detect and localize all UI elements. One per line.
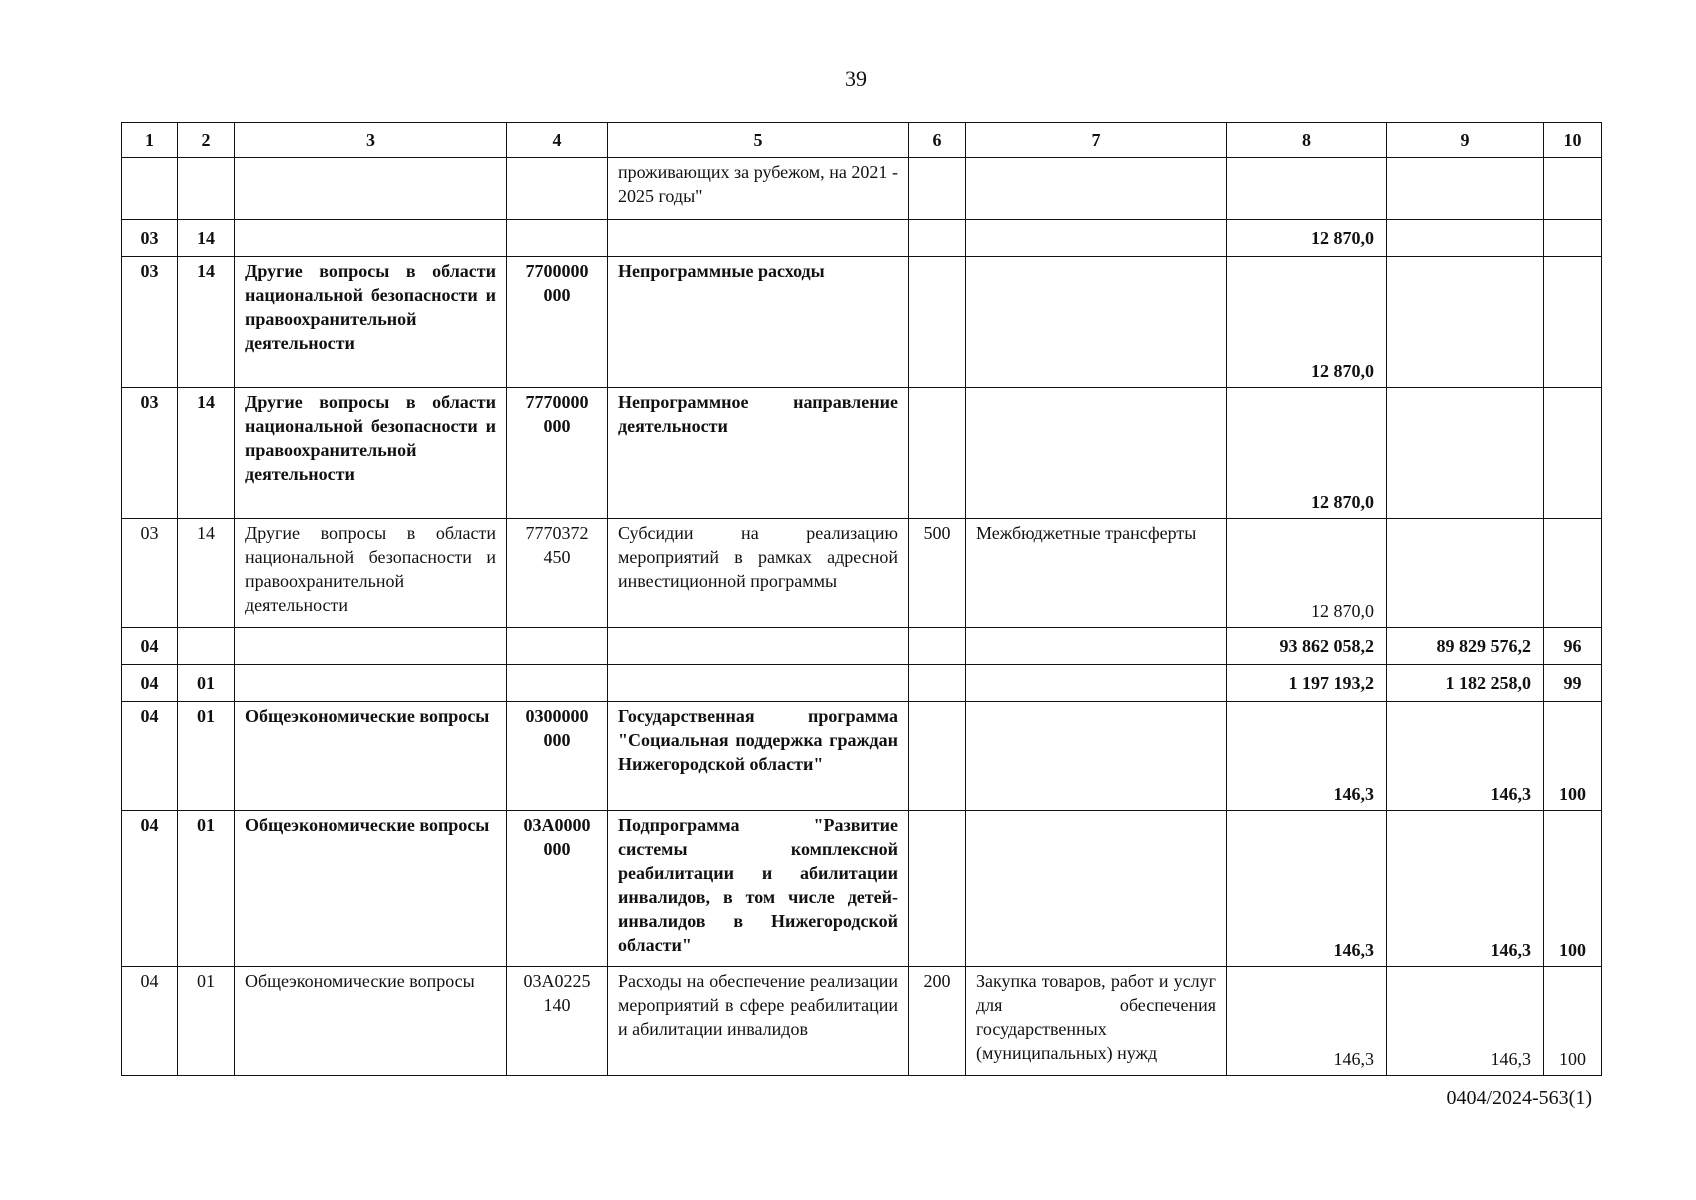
target-article-code-cell <box>507 220 608 257</box>
column-header-1: 1 <box>122 123 178 158</box>
section-name-cell <box>235 220 507 257</box>
section-code-cell: 04 <box>122 967 178 1076</box>
subsection-code-cell: 01 <box>178 665 235 702</box>
subsection-code-cell: 01 <box>178 967 235 1076</box>
table-row <box>122 665 1602 702</box>
column-header-7: 7 <box>966 123 1227 158</box>
executed-amount-cell: 146,3 <box>1387 967 1544 1076</box>
approved-amount-cell: 146,3 <box>1227 811 1387 967</box>
target-article-name-cell <box>608 628 909 665</box>
target-article-name-cell <box>608 220 909 257</box>
executed-amount-cell: 1 182 258,0 <box>1387 665 1544 702</box>
expense-type-code-cell <box>909 811 966 967</box>
executed-amount-cell: 89 829 576,2 <box>1387 628 1544 665</box>
section-name-cell <box>235 628 507 665</box>
approved-amount-cell: 12 870,0 <box>1227 519 1387 628</box>
table-row <box>122 220 1602 257</box>
executed-amount-cell: 146,3 <box>1387 811 1544 967</box>
expense-type-code-cell <box>909 628 966 665</box>
column-header-8: 8 <box>1227 123 1387 158</box>
expense-type-name-cell <box>966 257 1227 388</box>
execution-percent-cell: 100 <box>1544 811 1602 967</box>
execution-percent-cell: 96 <box>1544 628 1602 665</box>
target-article-code-cell <box>507 158 608 220</box>
execution-percent-cell: 100 <box>1544 967 1602 1076</box>
target-article-code-cell: 7700000 000 <box>507 257 608 388</box>
expense-type-name-cell <box>966 220 1227 257</box>
section-code-cell: 04 <box>122 811 178 967</box>
execution-percent-cell <box>1544 519 1602 628</box>
target-article-name-cell: Субсидии на реализацию мероприятий в рамках адресной инвестиционной программы <box>608 519 909 628</box>
expense-type-name-cell <box>966 702 1227 811</box>
section-name-cell: Другие вопросы в области национальной безопасности и правоохранительной деятельности <box>235 519 507 628</box>
target-article-code-cell <box>507 665 608 702</box>
table-header-row <box>122 123 1602 158</box>
table-row <box>122 628 1602 665</box>
column-header-9: 9 <box>1387 123 1544 158</box>
column-header-6: 6 <box>909 123 966 158</box>
approved-amount-cell <box>1227 158 1387 220</box>
section-name-cell: Общеэкономические вопросы <box>235 702 507 811</box>
section-name-cell: Общеэкономические вопросы <box>235 811 507 967</box>
approved-amount-cell: 12 870,0 <box>1227 257 1387 388</box>
table-row <box>122 257 1602 388</box>
target-article-name-cell <box>608 665 909 702</box>
section-name-cell: Общеэкономические вопросы <box>235 967 507 1076</box>
expense-type-name-cell <box>966 628 1227 665</box>
approved-amount-cell: 12 870,0 <box>1227 388 1387 519</box>
expense-type-code-cell <box>909 220 966 257</box>
table-row <box>122 811 1602 967</box>
execution-percent-cell <box>1544 220 1602 257</box>
table-row <box>122 702 1602 811</box>
target-article-code-cell: 7770372 450 <box>507 519 608 628</box>
approved-amount-cell: 1 197 193,2 <box>1227 665 1387 702</box>
section-name-cell: Другие вопросы в области национальной безопасности и правоохранительной деятельности <box>235 388 507 519</box>
budget-table <box>121 122 1602 1076</box>
target-article-code-cell: 03А0000 000 <box>507 811 608 967</box>
subsection-code-cell <box>178 158 235 220</box>
target-article-name-cell: Расходы на обеспечение реализации мероприятий в сфере реабилитации и абилитации инвалидов <box>608 967 909 1076</box>
table-row <box>122 388 1602 519</box>
section-code-cell: 04 <box>122 628 178 665</box>
section-code-cell: 03 <box>122 388 178 519</box>
expense-type-code-cell <box>909 158 966 220</box>
document-code: 0404/2024-563(1) <box>1446 1087 1592 1109</box>
column-header-2: 2 <box>178 123 235 158</box>
approved-amount-cell: 146,3 <box>1227 702 1387 811</box>
target-article-name-cell: Подпрограмма "Развитие системы комплексной реабилитации и абилитации инвалидов, в том числе детей-инвалидов в Нижегородской области" <box>608 811 909 967</box>
expense-type-name-cell <box>966 665 1227 702</box>
subsection-code-cell: 14 <box>178 220 235 257</box>
column-header-5: 5 <box>608 123 909 158</box>
subsection-code-cell: 14 <box>178 519 235 628</box>
execution-percent-cell <box>1544 388 1602 519</box>
section-code-cell <box>122 158 178 220</box>
section-code-cell: 03 <box>122 257 178 388</box>
target-article-code-cell: 0300000 000 <box>507 702 608 811</box>
expense-type-code-cell: 500 <box>909 519 966 628</box>
executed-amount-cell <box>1387 257 1544 388</box>
executed-amount-cell <box>1387 158 1544 220</box>
subsection-code-cell <box>178 628 235 665</box>
expense-type-name-cell <box>966 158 1227 220</box>
section-code-cell: 03 <box>122 220 178 257</box>
executed-amount-cell <box>1387 519 1544 628</box>
target-article-code-cell <box>507 628 608 665</box>
execution-percent-cell: 100 <box>1544 702 1602 811</box>
expense-type-code-cell <box>909 665 966 702</box>
section-code-cell: 04 <box>122 665 178 702</box>
executed-amount-cell <box>1387 388 1544 519</box>
execution-percent-cell <box>1544 158 1602 220</box>
expense-type-code-cell <box>909 388 966 519</box>
expense-type-name-cell: Закупка товаров, работ и услуг для обеспечения государственных (муниципальных) нужд <box>966 967 1227 1076</box>
executed-amount-cell: 146,3 <box>1387 702 1544 811</box>
target-article-code-cell: 7770000 000 <box>507 388 608 519</box>
expense-type-name-cell: Межбюджетные трансферты <box>966 519 1227 628</box>
section-name-cell <box>235 158 507 220</box>
section-name-cell <box>235 665 507 702</box>
approved-amount-cell: 12 870,0 <box>1227 220 1387 257</box>
target-article-name-cell: Государственная программа "Социальная поддержка граждан Нижегородской области" <box>608 702 909 811</box>
expense-type-name-cell <box>966 388 1227 519</box>
page-number: 39 <box>845 66 867 91</box>
subsection-code-cell: 01 <box>178 811 235 967</box>
approved-amount-cell: 146,3 <box>1227 967 1387 1076</box>
target-article-name-cell: проживающих за рубежом, на 2021 - 2025 годы" <box>608 158 909 220</box>
target-article-name-cell: Непрограммное направление деятельности <box>608 388 909 519</box>
section-code-cell: 04 <box>122 702 178 811</box>
target-article-code-cell: 03А0225 140 <box>507 967 608 1076</box>
subsection-code-cell: 14 <box>178 388 235 519</box>
target-article-name-cell: Непрограммные расходы <box>608 257 909 388</box>
approved-amount-cell: 93 862 058,2 <box>1227 628 1387 665</box>
expense-type-name-cell <box>966 811 1227 967</box>
section-name-cell: Другие вопросы в области национальной безопасности и правоохранительной деятельности <box>235 257 507 388</box>
column-header-10: 10 <box>1544 123 1602 158</box>
expense-type-code-cell: 200 <box>909 967 966 1076</box>
table-row <box>122 519 1602 628</box>
section-code-cell: 03 <box>122 519 178 628</box>
table-body <box>122 158 1602 1076</box>
subsection-code-cell: 14 <box>178 257 235 388</box>
subsection-code-cell: 01 <box>178 702 235 811</box>
table-row <box>122 967 1602 1076</box>
execution-percent-cell <box>1544 257 1602 388</box>
column-header-4: 4 <box>507 123 608 158</box>
executed-amount-cell <box>1387 220 1544 257</box>
expense-type-code-cell <box>909 257 966 388</box>
execution-percent-cell: 99 <box>1544 665 1602 702</box>
expense-type-code-cell <box>909 702 966 811</box>
table-row <box>122 158 1602 220</box>
column-header-3: 3 <box>235 123 507 158</box>
